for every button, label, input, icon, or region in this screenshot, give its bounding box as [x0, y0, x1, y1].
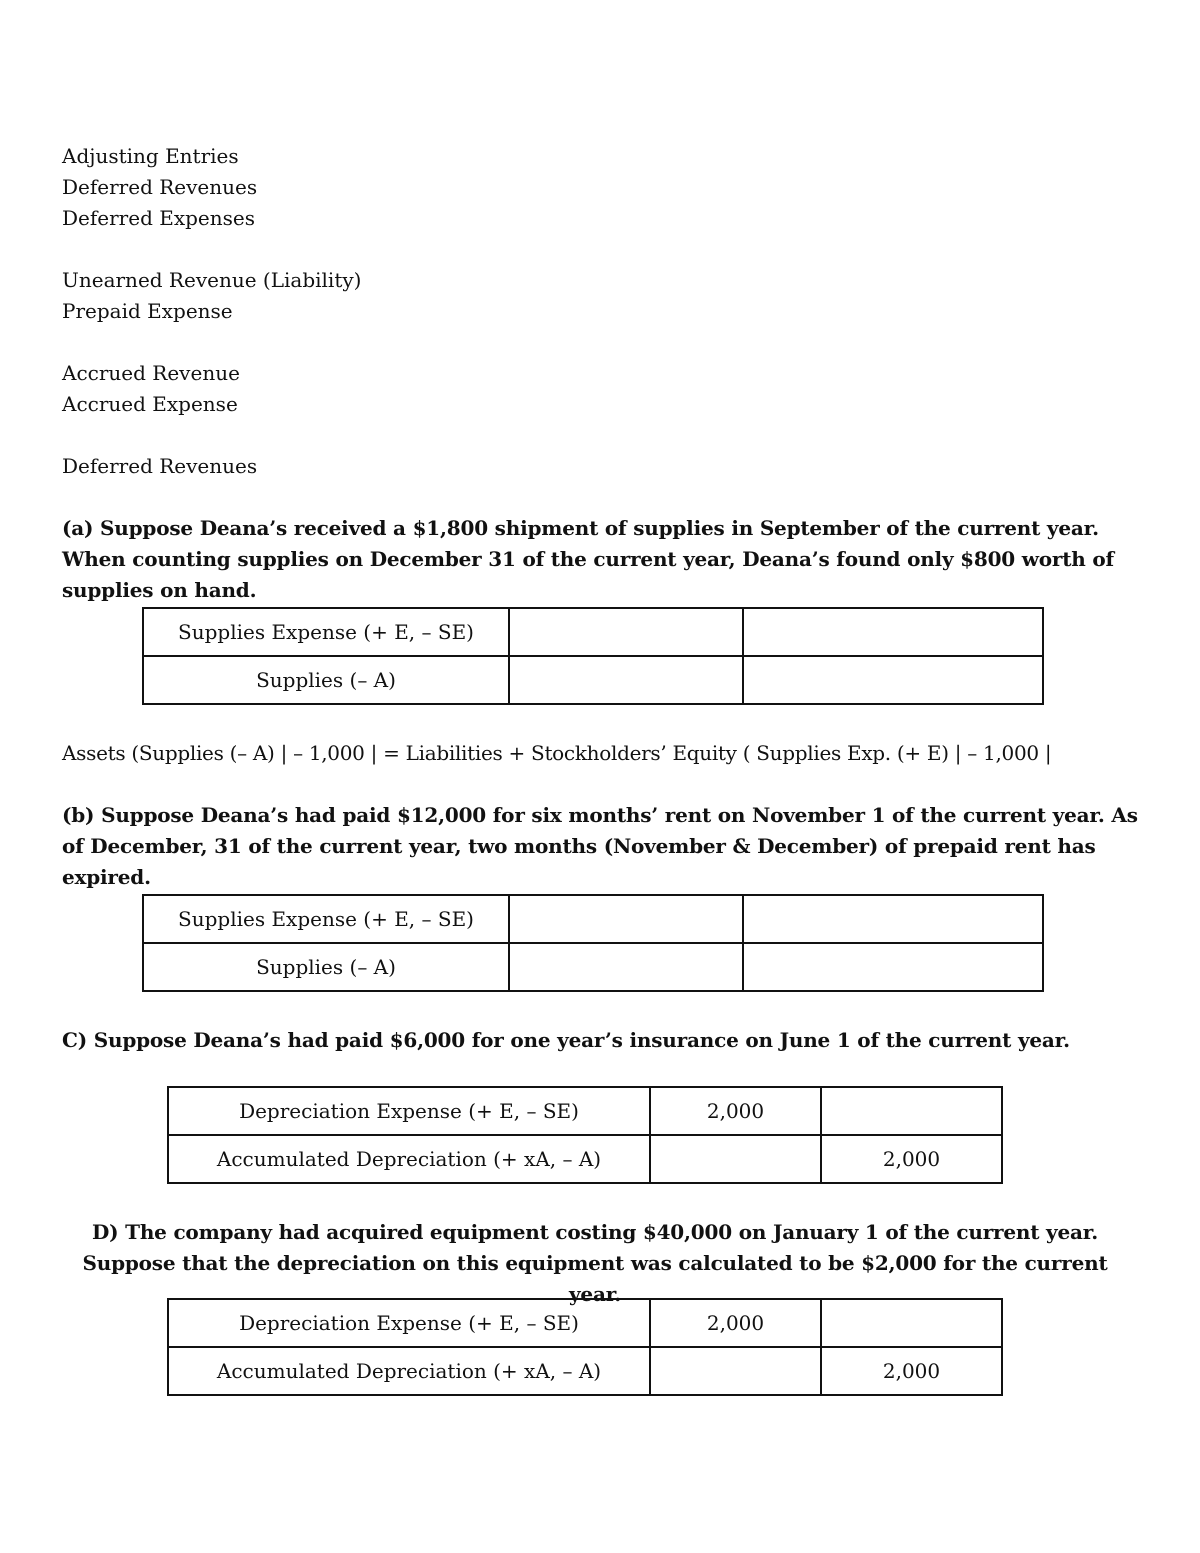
debit-cell: 2,000: [650, 1087, 821, 1135]
credit-cell: 2,000: [821, 1135, 1002, 1183]
credit-cell: [743, 608, 1043, 656]
debit-cell: [509, 943, 743, 991]
account-cell: Supplies Expense (+ E, – SE): [143, 608, 509, 656]
problem-d-text: D) The company had acquired equipment costing $40,000 on January 1 of the current year. Suppose that the depreciation on this equipment was calculated to be $2,000 for the current year.: [82, 1220, 1108, 1306]
outline-item: Accrued Revenue: [62, 361, 240, 385]
table-row: [168, 1087, 1002, 1135]
outline-item: Deferred Revenues: [62, 454, 258, 478]
credit-cell: [821, 1087, 1002, 1135]
table-row: [143, 656, 1043, 704]
debit-cell: [509, 895, 743, 943]
journal-table-c: [167, 1086, 1003, 1184]
credit-cell: [743, 895, 1043, 943]
account-cell: Supplies (– A): [143, 656, 509, 704]
outline-item: Unearned Revenue (Liability): [62, 268, 362, 292]
outline-item: Prepaid Expense: [62, 299, 233, 323]
credit-cell: [743, 943, 1043, 991]
problem-c-text: C) Suppose Deana’s had paid $6,000 for one year’s insurance on June 1 of the current year.: [62, 1028, 1070, 1052]
accounting-equation: Assets (Supplies (– A) | – 1,000 | = Liabilities + Stockholders’ Equity ( Supplies Exp. (+ E) | – 1,000 |: [62, 741, 1052, 765]
journal-table-b: [142, 894, 1044, 992]
table-row: [143, 943, 1043, 991]
table-row: [168, 1347, 1002, 1395]
problem-b-text: (b) Suppose Deana’s had paid $12,000 for six months’ rent on November 1 of the current year. As of December, 31 of the current year, two months (November & December) of prepaid rent has expired.: [62, 803, 1138, 889]
table-row: [168, 1135, 1002, 1183]
table-row: [143, 608, 1043, 656]
account-cell: Accumulated Depreciation (+ xA, – A): [168, 1135, 650, 1183]
journal-table-d: [167, 1298, 1003, 1396]
outline-item: Deferred Revenues: [62, 175, 258, 199]
account-cell: Depreciation Expense (+ E, – SE): [168, 1087, 650, 1135]
debit-cell: [509, 656, 743, 704]
account-cell: Depreciation Expense (+ E, – SE): [168, 1299, 650, 1347]
outline-heading: Adjusting Entries: [62, 144, 239, 168]
journal-table-a: [142, 607, 1044, 705]
account-cell: Supplies (– A): [143, 943, 509, 991]
problem-a-text: (a) Suppose Deana’s received a $1,800 shipment of supplies in September of the current year. When counting supplies on December 31 of the current year, Deana’s found only $800 worth of supplies on hand.: [62, 516, 1114, 602]
outline-item: Deferred Expenses: [62, 206, 255, 230]
debit-cell: 2,000: [650, 1299, 821, 1347]
credit-cell: [821, 1299, 1002, 1347]
account-cell: Supplies Expense (+ E, – SE): [143, 895, 509, 943]
table-row: [168, 1299, 1002, 1347]
credit-cell: 2,000: [821, 1347, 1002, 1395]
credit-cell: [743, 656, 1043, 704]
account-cell: Accumulated Depreciation (+ xA, – A): [168, 1347, 650, 1395]
table-row: [143, 895, 1043, 943]
debit-cell: [650, 1347, 821, 1395]
debit-cell: [509, 608, 743, 656]
outline-item: Accrued Expense: [62, 392, 238, 416]
debit-cell: [650, 1135, 821, 1183]
